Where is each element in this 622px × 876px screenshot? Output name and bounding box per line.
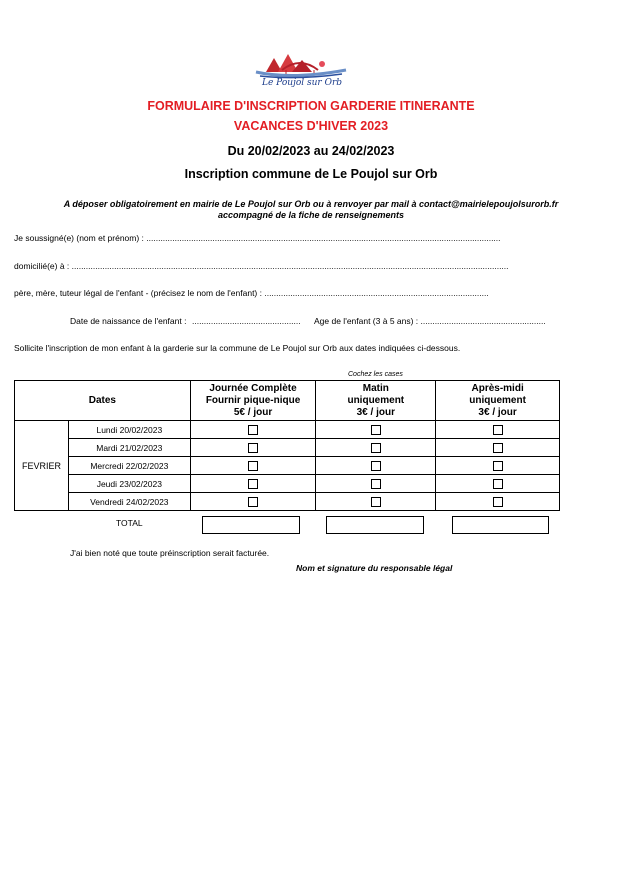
checkbox-icon[interactable] bbox=[371, 443, 381, 453]
checkbox-matin-2[interactable] bbox=[316, 439, 436, 457]
checkbox-icon[interactable] bbox=[248, 443, 258, 453]
field-birth-date[interactable]: .............................................. bbox=[192, 316, 301, 326]
field-parent[interactable]: père, mère, tuteur légal de l'enfant - (précisez le nom de l'enfant) : ............................................................................................... bbox=[14, 288, 489, 298]
col-dates: Dates bbox=[15, 381, 191, 421]
checkbox-apres-2[interactable] bbox=[436, 439, 560, 457]
checkbox-icon[interactable] bbox=[248, 497, 258, 507]
checkbox-matin-1[interactable] bbox=[316, 421, 436, 439]
col-apres-l1: Après-midi bbox=[471, 382, 524, 394]
checkbox-icon[interactable] bbox=[371, 425, 381, 435]
checkbox-journee-1[interactable] bbox=[190, 421, 316, 439]
checkbox-icon[interactable] bbox=[248, 461, 258, 471]
total-apres-box[interactable] bbox=[452, 516, 549, 534]
checkbox-icon[interactable] bbox=[493, 479, 503, 489]
checkbox-matin-5[interactable] bbox=[316, 493, 436, 511]
table-row bbox=[15, 439, 560, 457]
checkbox-icon[interactable] bbox=[248, 425, 258, 435]
month-cell: FEVRIER bbox=[15, 421, 69, 511]
col-apres-l3: 3€ / jour bbox=[478, 406, 517, 418]
col-matin-l2: uniquement bbox=[347, 394, 405, 406]
notice-line1: A déposer obligatoirement en mairie de Le Poujol sur Orb ou à renvoyer par mail à contact@mairielepoujolsurorb.fr bbox=[63, 199, 559, 209]
check-note: Cochez les cases bbox=[348, 371, 403, 378]
checkbox-icon[interactable] bbox=[371, 479, 381, 489]
table-row bbox=[15, 457, 560, 475]
total-matin-box[interactable] bbox=[326, 516, 424, 534]
checkbox-journee-5[interactable] bbox=[190, 493, 316, 511]
table-header bbox=[15, 381, 560, 421]
total-label: TOTAL bbox=[116, 518, 143, 528]
period: Du 20/02/2023 au 24/02/2023 bbox=[227, 144, 395, 158]
field-age[interactable]: Age de l'enfant (3 à 5 ans) : ..................................................... bbox=[314, 316, 546, 326]
col-journee-l1: Journée Complète bbox=[209, 382, 297, 394]
checkbox-apres-3[interactable] bbox=[436, 457, 560, 475]
logo-text: Le Poujol sur Orb bbox=[262, 78, 343, 88]
table-row bbox=[15, 421, 560, 439]
table-row bbox=[15, 475, 560, 493]
col-journee-l3: 5€ / jour bbox=[233, 406, 273, 418]
form-subtitle: VACANCES D'HIVER 2023 bbox=[233, 119, 389, 133]
checkbox-icon[interactable] bbox=[371, 497, 381, 507]
request-text: Sollicite l'inscription de mon enfant à la garderie sur la commune de Le Poujol sur Orb aux dates indiquées ci-dessous. bbox=[14, 343, 461, 353]
checkbox-matin-3[interactable] bbox=[316, 457, 436, 475]
field-domicilie[interactable]: domicilié(e) à : ......................................................................................................................................................................................... bbox=[14, 261, 509, 271]
day-cell: Jeudi 23/02/2023 bbox=[68, 475, 190, 493]
registration-table bbox=[14, 380, 560, 511]
col-journee-l2: Fournir pique-nique bbox=[205, 394, 301, 406]
checkbox-icon[interactable] bbox=[493, 497, 503, 507]
col-matin-l3: 3€ / jour bbox=[356, 406, 395, 418]
checkbox-journee-2[interactable] bbox=[190, 439, 316, 457]
field-soussigne[interactable]: Je soussigné(e) (nom et prénom) : ...................................................................................................................................................... bbox=[14, 233, 501, 243]
field-birth-label: Date de naissance de l'enfant : bbox=[70, 316, 187, 326]
commune-title: Inscription commune de Le Poujol sur Orb bbox=[184, 167, 438, 181]
table-row bbox=[15, 493, 560, 511]
checkbox-icon[interactable] bbox=[493, 443, 503, 453]
day-cell: Mercredi 22/02/2023 bbox=[68, 457, 190, 475]
checkbox-apres-5[interactable] bbox=[436, 493, 560, 511]
checkbox-journee-4[interactable] bbox=[190, 475, 316, 493]
total-journee-box[interactable] bbox=[202, 516, 300, 534]
checkbox-matin-4[interactable] bbox=[316, 475, 436, 493]
logo-graphic bbox=[252, 50, 352, 80]
checkbox-icon[interactable] bbox=[493, 461, 503, 471]
day-cell: Mardi 21/02/2023 bbox=[68, 439, 190, 457]
col-apres-midi bbox=[436, 381, 560, 421]
col-matin-l1: Matin bbox=[362, 382, 389, 394]
billing-note: J'ai bien noté que toute préinscription serait facturée. bbox=[70, 548, 270, 558]
checkbox-icon[interactable] bbox=[493, 425, 503, 435]
checkbox-journee-3[interactable] bbox=[190, 457, 316, 475]
day-cell: Vendredi 24/02/2023 bbox=[68, 493, 190, 511]
col-matin bbox=[316, 381, 436, 421]
logo bbox=[252, 50, 352, 90]
checkbox-apres-4[interactable] bbox=[436, 475, 560, 493]
notice-line2: accompagné de la fiche de renseignements bbox=[217, 210, 405, 220]
signature-label: Nom et signature du responsable légal bbox=[296, 563, 453, 573]
checkbox-icon[interactable] bbox=[248, 479, 258, 489]
checkbox-apres-1[interactable] bbox=[436, 421, 560, 439]
checkbox-icon[interactable] bbox=[371, 461, 381, 471]
col-journee bbox=[190, 381, 316, 421]
col-apres-l2: uniquement bbox=[469, 394, 526, 406]
day-cell: Lundi 20/02/2023 bbox=[68, 421, 190, 439]
form-title: FORMULAIRE D'INSCRIPTION GARDERIE ITINERANTE bbox=[147, 99, 475, 113]
